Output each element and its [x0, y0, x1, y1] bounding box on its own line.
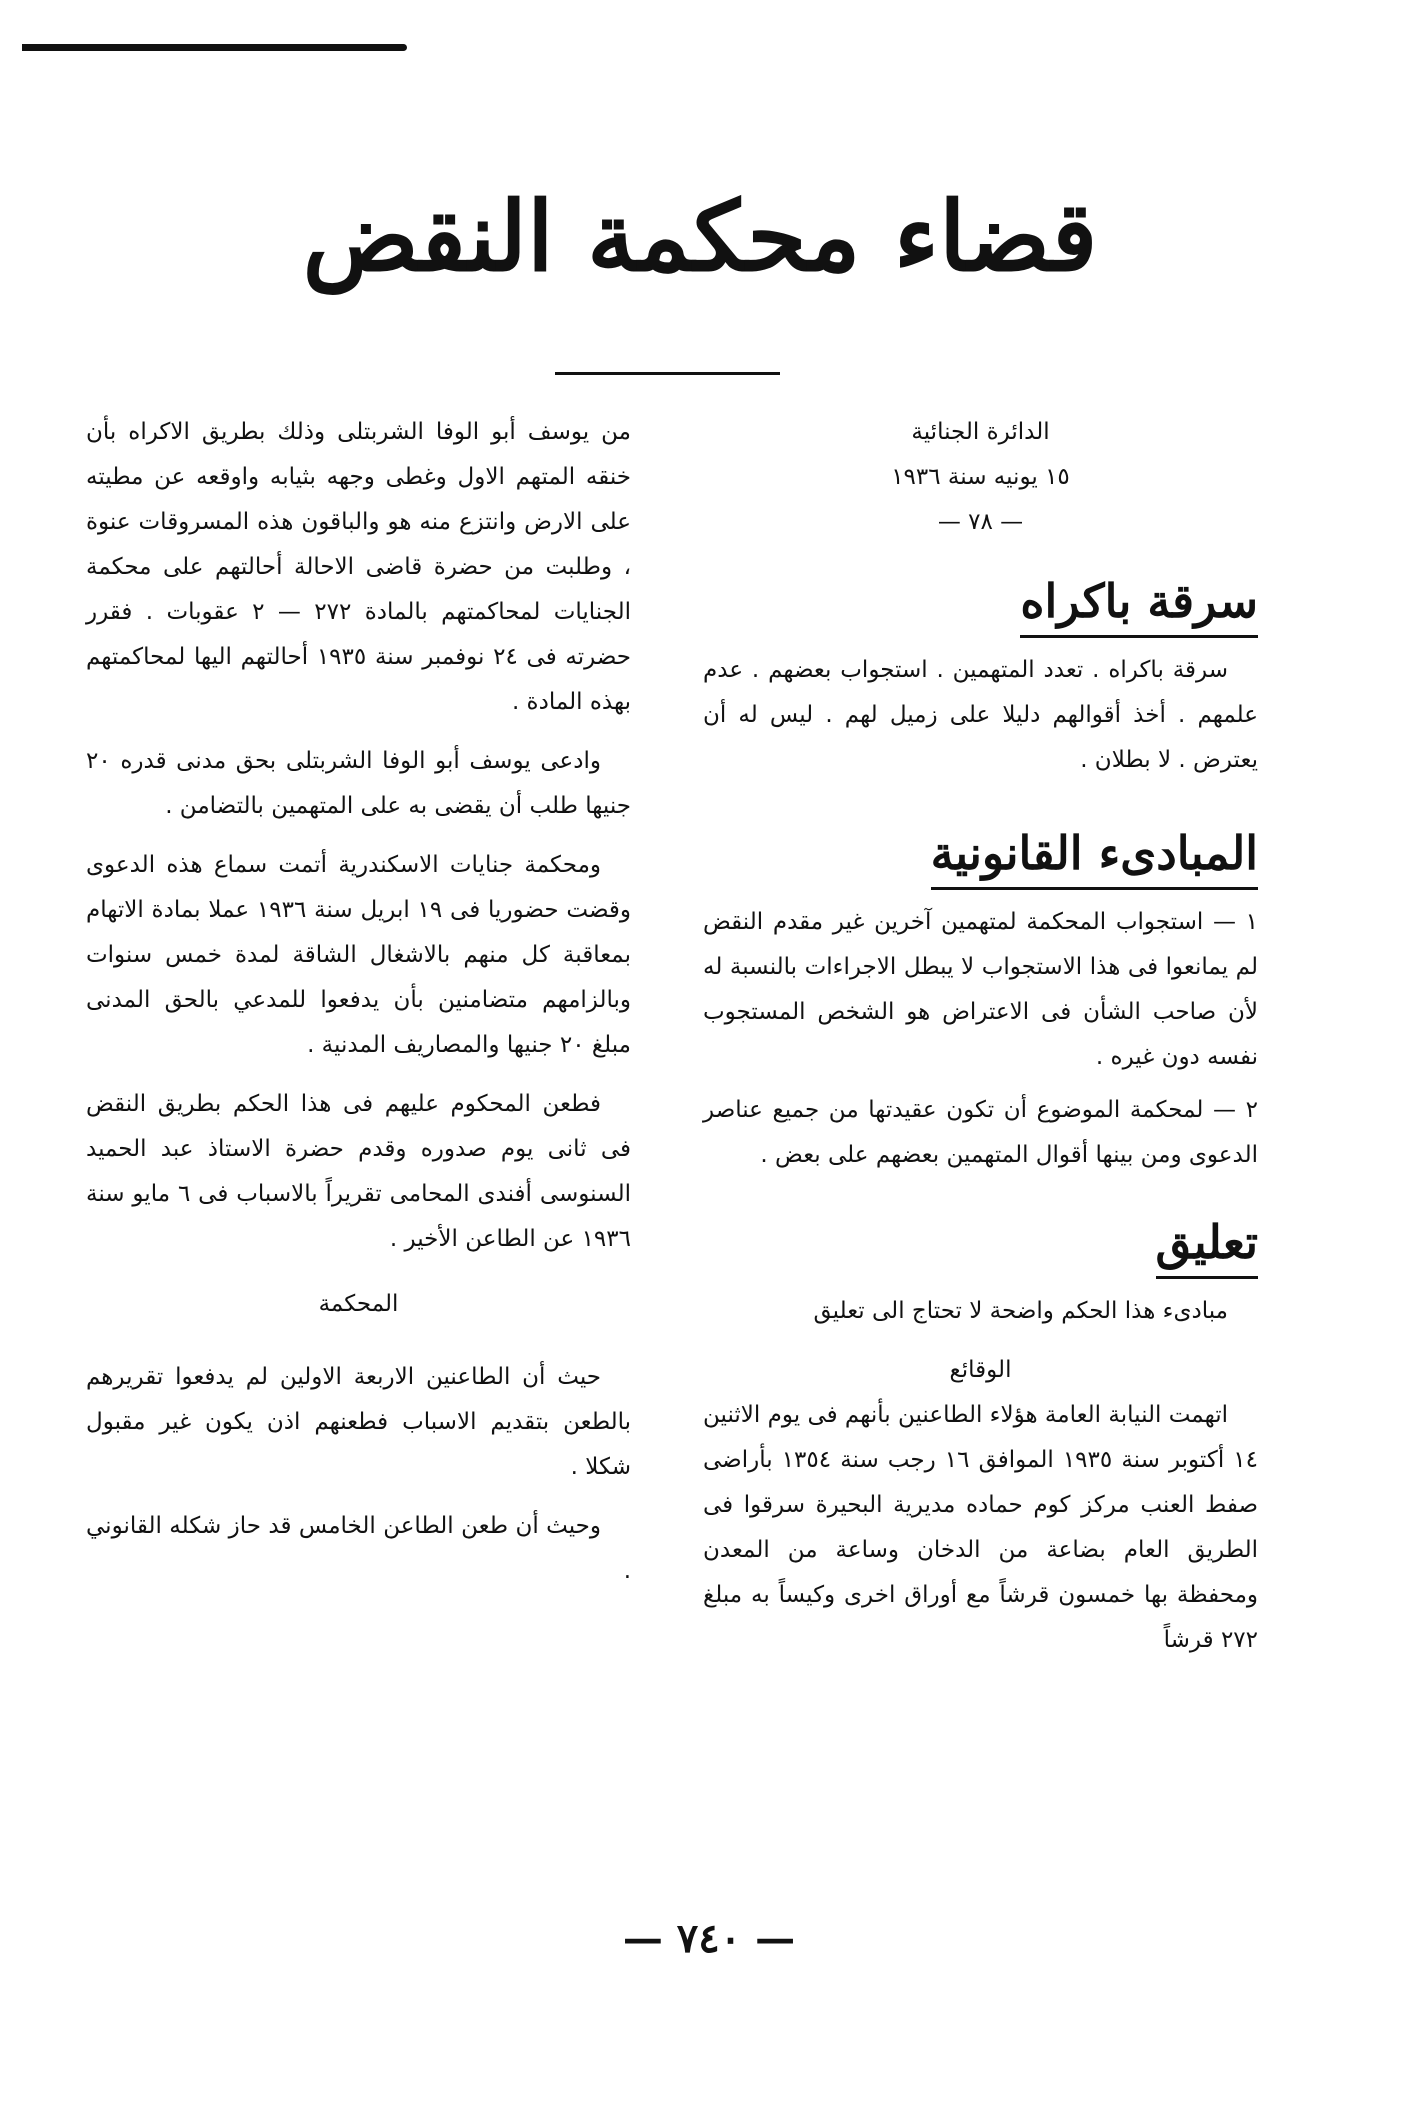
- facts-continuation: من يوسف أبو الوفا الشربتلى وذلك بطريق الاكراه بأن خنقه المتهم الاول وغطى وجهه بثيابه واوقعه عن مطيته على الارض وانتزع منه هو والباقون هذه المسروقات عنوة ، وطلبت من حضرة قاضى الاحالة أحالتهم على محكمة الجنايات لمحاكمتهم بالمادة ٢٧٢ — ٢ عقوبات . فقرر حضرته فى ٢٤ نوفمبر سنة ١٩٣٥ أحالتهم اليها لمحاكمتهم بهذه المادة .: [86, 419, 632, 715]
- case-summary: سرقة باكراه . تعدد المتهمين . استجواب بعضهم . عدم علمهم . أخذ أقوالهم دليلا على زميل لهم . ليس له أن يعترض . لا بطلان .: [703, 657, 1258, 773]
- heading-principles-wrap: [703, 797, 1258, 900]
- heading-legal-principles: المبادىء القانونية: [931, 821, 1258, 890]
- title-underline: [555, 372, 780, 375]
- trial-court-paragraph: ومحكمة جنايات الاسكندرية أتمت سماع هذه الدعوى وقضت حضوريا فى ١٩ ابريل سنة ١٩٣٦ عملا بمادة الاتهام بمعاقبة كل منهم بالاشغال الشاقة لمدة خمس سنوات وبالزامهم متضامنين بأن يدفعوا للمدعي بالحق المدنى مبلغ ٢٠ جنيها والمصاريف المدنية .: [86, 852, 632, 1058]
- judgment-date: ١٥ يونيه سنة ١٩٣٦: [891, 464, 1070, 490]
- facts-text: اتهمت النيابة العامة هؤلاء الطاعنين بأنهم فى يوم الاثنين ١٤ أكتوبر سنة ١٩٣٥ الموافق ١٦ رجب سنة ١٣٥٤ بأراضى صفط العنب مركز كوم حماده مديرية البحيرة سرقوا فى الطريق العام بضاعة من الدخان وساعة من المعدن ومحفظة بها خمسون قرشاً مع أوراق اخرى وكيساً به مبلغ ٢٧٢ قرشاً: [703, 1402, 1259, 1653]
- page-title: قضاء محكمة النقض: [302, 180, 1098, 293]
- comment-text: مبادىء هذا الحكم واضحة لا تحتاج الى تعليق: [813, 1298, 1228, 1324]
- heading-comment: تعليق: [1156, 1210, 1258, 1279]
- court-heading: المحكمة: [318, 1291, 399, 1317]
- facts-heading: الوقائع: [949, 1357, 1012, 1383]
- page-number: — ٧٤٠ —: [622, 1915, 796, 1962]
- top-decorative-rule: [22, 44, 407, 51]
- court-reasoning-2: وحيث أن طعن الطاعن الخامس قد حاز شكله القانوني .: [86, 1513, 631, 1584]
- case-number: — ٧٨ —: [937, 509, 1024, 535]
- heading-theft-wrap: [703, 545, 1258, 648]
- civil-claim-paragraph: وادعى يوسف أبو الوفا الشربتلى بحق مدنى قدره ٢٠ جنيها طلب أن يقضى به على المتهمين بالتضامن .: [86, 748, 631, 819]
- heading-comment-wrap: [703, 1186, 1258, 1289]
- left-column: [86, 410, 631, 1608]
- appeal-paragraph: فطعن المحكوم عليهم فى هذا الحكم بطريق النقض فى ثانى يوم صدوره وقدم حضرة الاستاذ عبد الحميد السنوسى أفندى المحامى تقريراً بالاسباب فى ٦ مايو سنة ١٩٣٦ عن الطاعن الأخير .: [86, 1091, 632, 1252]
- court-reasoning-1: حيث أن الطاعنين الاربعة الاولين لم يدفعوا تقريرهم بالطعن بتقديم الاسباب فطعنهم اذن يكون غير مقبول شكلا .: [86, 1364, 631, 1480]
- principle-2: ٢ — لمحكمة الموضوع أن تكون عقيدتها من جميع عناصر الدعوى ومن بينها أقوال المتهمين بعضهم على بعض .: [703, 1097, 1258, 1168]
- heading-theft: سرقة باكراه: [1020, 569, 1258, 638]
- right-column: [703, 410, 1258, 1677]
- circuit-label: الدائرة الجنائية: [911, 419, 1050, 445]
- principle-1: ١ — استجواب المحكمة لمتهمين آخرين غير مقدم النقض لم يمانعوا فى هذا الاستجواب لا يبطل الاجراءات بالنسبة له لأن صاحب الشأن فى الاعتراض هو الشخص المستجوب نفسه دون غيره .: [703, 909, 1258, 1070]
